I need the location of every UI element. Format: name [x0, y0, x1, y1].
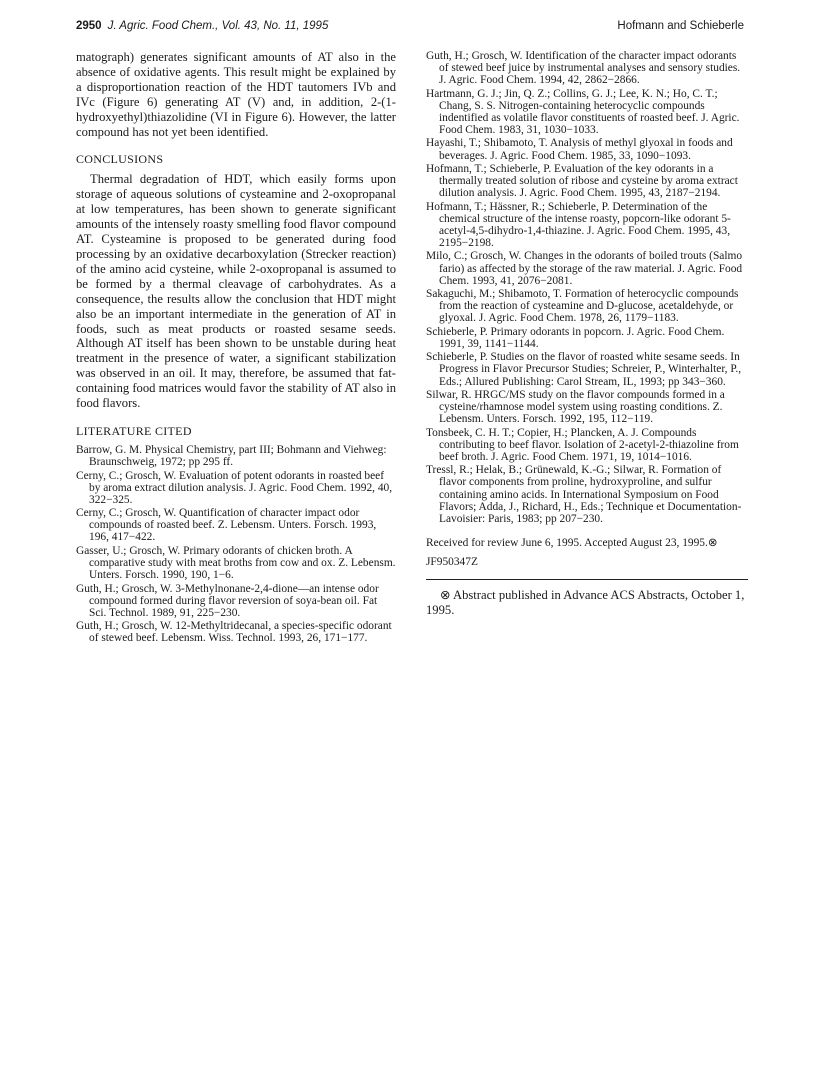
reference-entry: Schieberle, P. Studies on the flavor of roasted white sesame seeds. In Progress in Flavor Precursor Studies; Schreier, P., Winterhalter, P., Eds.; Allured Publishing: Carol Stream, IL, 1993; pp 343−360. — [426, 351, 742, 388]
reference-entry: Hofmann, T.; Schieberle, P. Evaluation of the key odorants in a thermally treated solution of ribose and cysteine by aroma extract dilution analysis. J. Agric. Food Chem. 1995, 43, 2187−2194. — [426, 163, 738, 200]
reference-entry: Gasser, U.; Grosch, W. Primary odorants of chicken broth. A comparative study with meat broths from cow and ox. Z. Lebensm. Unters. Forsch. 1990, 190, 1−6. — [76, 544, 396, 582]
reference-entry: Milo, C.; Grosch, W. Changes in the odorants of boiled trouts (Salmo fario) as affected by the storage of the raw material. J. Agric. Food Chem. 1993, 41, 2076−2081. — [426, 250, 743, 287]
footnote-divider — [426, 579, 748, 580]
journal-citation: J. Agric. Food Chem., Vol. 43, No. 11, 1995 — [107, 20, 329, 32]
reference-entry: Hofmann, T.; Hässner, R.; Schieberle, P. Determination of the chemical structure of the intense roasty, popcorn-like odorant 5-acetyl-4,5-dihydro-1,4-thiazine. J. Agric. Food Chem. 1995, 43, 2195−2198. — [426, 200, 731, 249]
literature-heading: LITERATURE CITED — [76, 423, 192, 438]
reference-entry: Silwar, R. HRGC/MS study on the flavor compounds formed in a cysteine/rhamnose model system using roasting conditions. Z. Lebensm. Unters. Forsch. 1992, 195, 112−119. — [426, 389, 725, 426]
header-left — [76, 20, 328, 32]
reference-entry: Guth, H.; Grosch, W. 12-Methyltridecanal, a species-specific odorant of stewed beef. Lebensm. Wiss. Technol. 1993, 26, 171−177. — [76, 620, 392, 645]
conclusions-paragraph: Thermal degradation of HDT, which easily forms upon storage of aqueous solutions of cysteamine and 2-oxopropanal at low temperatures, has been shown to generate significant amounts of the intensely roasty smelling food flavor compound AT. Cysteamine is proposed to be generated during food processing by an oxidative decarboxylation (Strecker reaction) of the amino acid cysteine, while 2-oxopropanal is assumed to be formed by a thermal cleavage of carbohydrates. As a consequence, the results allow the conclusion that HDT might also be an important intermediate in the generation of AT in foods, such as meat products or roasted sesame seeds. Although AT itself has been shown to be unstable during heat treatment in the presence of water, a significant stabilization was observed in an oil. It may, therefore, be assumed that fat-containing food matrices would favor the stability of AT also in food flavors. — [76, 172, 396, 411]
reference-entry: Guth, H.; Grosch, W. Identification of the character impact odorants of stewed beef juice by instrumental analyses and sensory studies. J. Agric. Food Chem. 1994, 42, 2862−2866. — [426, 50, 741, 87]
left-column — [76, 50, 396, 646]
reference-entry: Hayashi, T.; Shibamoto, T. Analysis of methyl glyoxal in foods and beverages. J. Agric. Food Chem. 1985, 33, 1090−1093. — [426, 137, 733, 162]
received-note: Received for review June 6, 1995. Accepted August 23, 1995.⊗ — [426, 536, 718, 549]
abstract-footnote: ⊗ Abstract published in Advance ACS Abstracts, October 1, 1995. — [426, 587, 745, 617]
page-number: 2950 — [76, 20, 102, 32]
reference-entry: Barrow, G. M. Physical Chemistry, part III; Bohmann and Viehweg: Braunschweig, 1972; pp 295 ff. — [76, 443, 387, 469]
reference-entry: Guth, H.; Grosch, W. 3-Methylnonane-2,4-dione—an intense odor compound formed during flavor reversion of soya-bean oil. Fat Sci. Technol. 1989, 91, 225−230. — [76, 582, 379, 619]
reference-entry: Tressl, R.; Helak, B.; Grünewald, K.-G.; Silwar, R. Formation of flavor components from proline, hydroxyproline, and sulfur containing amino acids. In International Symposium on Food Flavors; Adda, J., Richard, H., Eds.; Technique et Documentation-Lavoisier: Paris, 1983; pp 207−230. — [426, 464, 742, 525]
reference-entry: Cerny, C.; Grosch, W. Quantification of character impact odor compounds of roasted beef. Z. Lebensm. Unters. Forsch. 1993, 196, 417−422. — [76, 507, 377, 544]
right-column — [426, 50, 748, 618]
reference-entry: Cerny, C.; Grosch, W. Evaluation of potent odorants in roasted beef by aroma extract dilution analysis. J. Agric. Food Chem. 1992, 40, 322−325. — [76, 469, 393, 506]
reference-list-right — [426, 50, 748, 525]
conclusions-heading: CONCLUSIONS — [76, 152, 164, 167]
reference-entry: Sakaguchi, M.; Shibamoto, T. Formation of heterocyclic compounds from the reaction of cysteamine and D-glucose, acetaldehyde, or glyoxal. J. Agric. Food Chem. 1978, 26, 1179−1183. — [426, 288, 739, 325]
reference-entry: Hartmann, G. J.; Jin, Q. Z.; Collins, G. J.; Lee, K. N.; Ho, C. T.; Chang, S. S. Nitrogen-containing heterocyclic compounds indentified as volatile flavor constituents of roasted beef. J. Agric. Food Chem. 1983, 31, 1030−1033. — [426, 87, 740, 136]
header-authors: Hofmann and Schieberle — [617, 20, 744, 32]
reference-entry: Schieberle, P. Primary odorants in popcorn. J. Agric. Food Chem. 1991, 39, 1141−1144. — [426, 325, 725, 350]
reference-list-left — [76, 444, 396, 644]
reference-entry: Tonsbeek, C. H. T.; Copier, H.; Plancken, A. J. Compounds contributing to beef flavor. Isolation of 2-acetyl-2-thiazoline from beef broth. J. Agric. Food Chem. 1971, 19, 1014−1016. — [426, 426, 739, 463]
intro-paragraph: matograph) generates significant amounts of AT also in the absence of oxidative agents. This result might be explained by a disproportionation reaction of the HDT tautomers IVb and IVc (Figure 6) generating AT (V) and, in addition, 2-(1-hydroxyethyl)thiazolidine (VI in Figure 6). However, the latter compound has not yet been identified. — [76, 50, 396, 139]
running-header — [76, 20, 744, 36]
manuscript-code: JF950347Z — [426, 555, 478, 568]
